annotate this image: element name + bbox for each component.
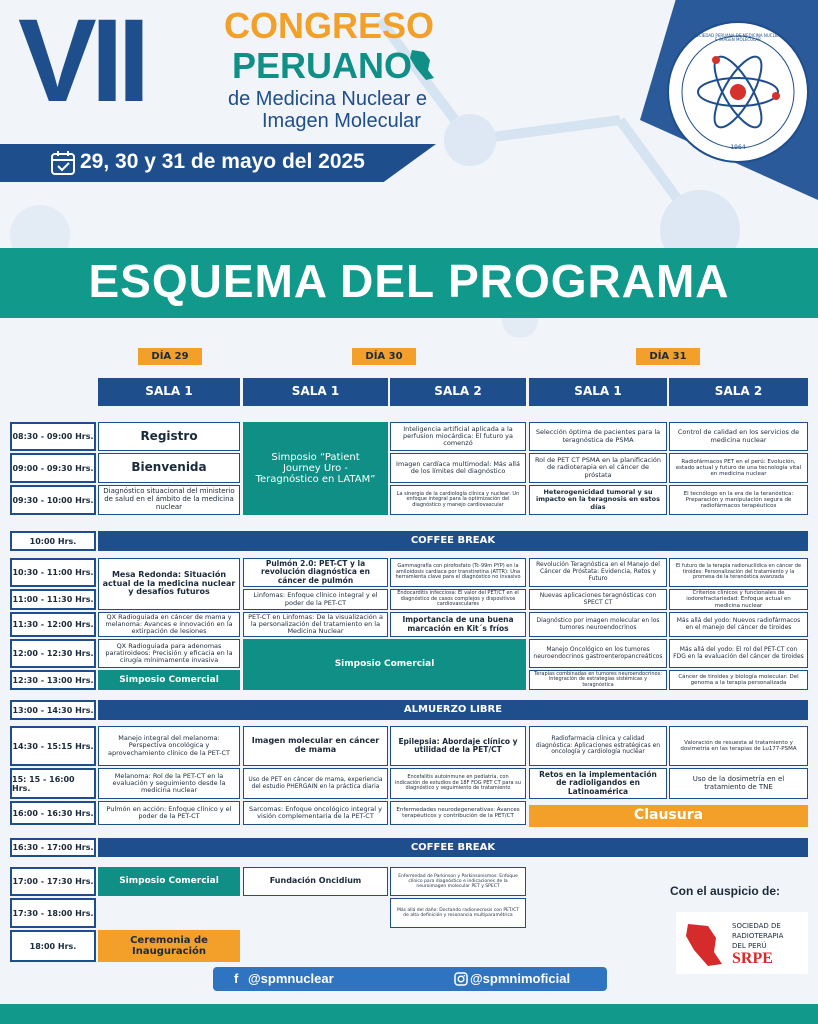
d30-s1-sarcomas: Sarcomas: Enfoque oncológico integral y visión complementaria de la PET-CT xyxy=(243,801,388,825)
d29-pulmon-accion: Pulmón en acción: Enfoque clínico y el poder de la PET-CT xyxy=(98,801,240,825)
d29-ceremonia: Ceremonia de Inauguración xyxy=(98,930,240,962)
d30-s1-simposio: Simposio “Patient Journey Uro - Teragnóstico en LATAM” xyxy=(243,422,388,515)
d30-s1-pulmon: Pulmón 2.0: PET-CT y la revolución diagnóstica en cáncer de pulmón xyxy=(243,558,388,587)
d29-melanoma-manejo: Manejo integral del melanoma: Perspectiva oncológica y aprovechamiento clínico de la PET-CT xyxy=(98,726,240,766)
d31-s1-manejo-oncologico: Manejo Oncológico en los tumores neuroendocrinos gastroenteropancreáticos xyxy=(529,639,667,668)
time-1700: 17:00 - 17:30 Hrs. xyxy=(10,867,96,896)
instagram-handle[interactable]: @spmnimoficial xyxy=(470,971,571,986)
time-1800: 18:00 Hrs. xyxy=(10,930,96,962)
time-1730: 17:30 - 18:00 Hrs. xyxy=(10,898,96,928)
time-1130: 11:30 - 12:00 Hrs. xyxy=(10,612,96,637)
program-title: ESQUEMA DEL PROGRAMA xyxy=(88,255,730,307)
d30-s1-imagen-mama: Imagen molecular en cáncer de mama xyxy=(243,726,388,766)
d31-s2-cancer-tiroides: Cáncer de tiroides y biología molecular: Del genoma a la terapia personalizada xyxy=(669,670,808,690)
d31-s1-rol-pet: Rol de PET CT PSMA en la planificación de radioterapia en el cáncer de próstata xyxy=(529,453,667,483)
sala-header-d30-s1: SALA 1 xyxy=(243,378,388,406)
d31-s1-seleccion: Selección óptima de pacientes para la teragnóstica de PSMA xyxy=(529,422,667,451)
d30-simposio-comercial: Simposio Comercial xyxy=(243,639,526,690)
facebook-icon: f xyxy=(234,971,239,986)
d30-s2-endocarditis: Endocarditis infecciosa: El valor del PET/CT en el diagnóstico de casos complejos y dispositivos cardiovasculares xyxy=(390,589,526,610)
d31-s2-tecnologo: El tecnólogo en la era de la teranóstica: Preparación y manipulación segura de radiofármacos terapéuticos xyxy=(669,485,808,515)
time-1200: 12:00 - 12:30 Hrs. xyxy=(10,639,96,668)
title-line2: Imagen Molecular xyxy=(262,110,421,132)
d29-simposio-comercial-2: Simposio Comercial xyxy=(98,867,240,896)
sala-header-d31-s1: SALA 1 xyxy=(529,378,667,406)
coffee-break-2: COFFEE BREAK xyxy=(98,838,808,857)
d31-s1-diagnostico-tne: Diagnóstico por imagen molecular en los tumores neuroendocrinos xyxy=(529,612,667,637)
time-0930: 09:30 - 10:00 Hrs. xyxy=(10,485,96,515)
d29-diagnostico: Diagnóstico situacional del ministerio de salud en el ámbito de la medicina nuclear xyxy=(98,485,240,515)
sala-header-d29-s1: SALA 1 xyxy=(98,378,240,406)
d30-s2-importancia: Importancia de una buena marcación en Kit´s fríos xyxy=(390,612,526,637)
srp-map-logo-icon xyxy=(682,920,726,968)
lunch-break: ALMUERZO LIBRE xyxy=(98,700,808,720)
d31-s1-nuevas: Nuevas aplicaciones teragnósticas con SPECT CT xyxy=(529,589,667,610)
d29-qx-paratiroides: QX Radioguiada para adenomas paratiroideos: Precisión y eficacia en la cirugía mínimamente invasiva xyxy=(98,639,240,668)
d30-s1-uso-pet: Uso de PET en cáncer de mama, experiencia del estudio PHERGAIN en la práctica diaria xyxy=(243,768,388,799)
sponsor-label: Con el auspicio de: xyxy=(670,884,781,898)
instagram-icon xyxy=(454,972,468,986)
time-1600: 16:00 - 16:30 Hrs. xyxy=(10,801,96,825)
d31-s2-criterios: Criterios clínicos y funcionales de iodorefractariedad: Enfoque actual en medicina nuclear xyxy=(669,589,808,610)
facebook-handle[interactable]: @spmnuclear xyxy=(248,971,334,986)
edition-roman-numeral: VII xyxy=(18,0,145,127)
calendar-icon xyxy=(50,150,76,176)
d30-s2-parkinson: Enfermedad de Parkinson y Parkinsonismos: Enfoque clínico para diagnóstico e indicaciones de la neuroimagen molecular PET y SPECT xyxy=(390,867,526,896)
d31-s2-yodo: Más allá del yodo: Nuevos radiofármacos en el manejo del cáncer de tiroides xyxy=(669,612,808,637)
d31-s1-revolucion: Revolución Teragnóstica en el Manejo del Cáncer de Próstata: Evidencia, Retos y Futuro xyxy=(529,558,667,587)
d30-s2-encefalitis: Encefalitis autoinmune en pediatría, con indicación de estudios de 18F FDG PET CT para su diagnóstico y seguimiento de tratamiento xyxy=(390,768,526,799)
d30-s1-pet-linfomas: PET-CT en Linfomas: De la visualización a la personalización del tratamiento en la Medicina Nuclear xyxy=(243,612,388,637)
sala-header-d30-s2: SALA 2 xyxy=(390,378,526,406)
d31-s2-radiofarmacos-pet: Radiofármacos PET en el perú: Evolución, estado actual y futuro de una tecnología vital en medicina nuclear xyxy=(669,453,808,483)
d31-s1-heterogenicidad: Heterogenicidad tumoral y su impacto en la teragnosis en estos días xyxy=(529,485,667,515)
d31-s1-retos: Retos en la implementación de radioligandos en Latinoamérica xyxy=(529,768,667,799)
seal-text: SOCIEDAD PERUANA DE MEDICINA NUCLEAR E IMAGEN MOLECULAR xyxy=(693,33,783,43)
d29-melanoma-rol: Melanoma: Rol de la PET-CT en la evaluación y seguimiento desde la medicina nuclear xyxy=(98,768,240,799)
day-30-tag: DÍA 30 xyxy=(352,348,416,365)
d31-s1-radiofarmacia: Radiofarmacia clínica y calidad diagnóstica: Aplicaciones estratégicas en oncología y cardiología nuclear xyxy=(529,726,667,766)
time-1430: 14:30 - 15:15 Hrs. xyxy=(10,726,96,766)
d29-mesa-redonda: Mesa Redonda: Situación actual de la medicina nuclear y desafíos futuros xyxy=(98,558,240,610)
time-1515: 15: 15 - 16:00 Hrs. xyxy=(10,768,96,799)
time-1000: 10:00 Hrs. xyxy=(10,531,96,551)
d31-s2-rol-pet-fdg: Más allá del yodo: El rol del PET-CT con FDG en la evaluación del cáncer de tiroides xyxy=(669,639,808,668)
d30-s2-imagen-cardiaca: Imagen cardíaca multimodal: Más allá de los límites del diagnóstico xyxy=(390,453,526,483)
day-29-tag: DÍA 29 xyxy=(138,348,202,365)
d30-s1-fundacion: Fundación Oncidium xyxy=(243,867,388,896)
d30-s2-neurodegenerativas: Enfermedades neurodegenerativas: Avances terapéuticos y contribución de la PET/CT xyxy=(390,801,526,825)
time-1300: 13:00 - 14:30 Hrs. xyxy=(10,700,96,720)
d31-s2-valoracion: Valoración de resuesta al tratamiento y dosimetría en las terapias de Lu177-PSMA xyxy=(669,726,808,766)
time-0830: 08:30 - 09:00 Hrs. xyxy=(10,422,96,451)
d30-s2-epilepsia: Epilepsia: Abordaje clínico y utilidad de la PET/CT xyxy=(390,726,526,766)
time-1630: 16:30 - 17:00 Hrs. xyxy=(10,838,96,857)
time-1100: 11:00 - 11:30 Hrs. xyxy=(10,589,96,610)
sponsor-srpe: SRPE xyxy=(732,950,773,967)
d30-s2-ia: Inteligencia artificial aplicada a la perfusion miocárdica: El futuro ya comenzó xyxy=(390,422,526,451)
title-congreso: CONGRESO xyxy=(224,5,435,46)
d29-registro: Registro xyxy=(98,422,240,451)
d29-qx-mama: QX Radioguiada en cáncer de mama y melanoma: Avances e innovación en la extirpación de lesiones xyxy=(98,612,240,637)
d29-bienvenida: Bienvenida xyxy=(98,453,240,483)
time-0900: 09:00 - 09:30 Hrs. xyxy=(10,453,96,483)
title-peruano: PERUANO xyxy=(232,45,413,86)
sponsor-line2: RADIOTERAPIA xyxy=(732,932,784,940)
d30-s2-radionecrosis: Más allá del daño: Doctando radionecrosis con PET/CT de alta definición y resonancia multiparamétrica xyxy=(390,898,526,928)
d31-clausura: Clausura xyxy=(529,805,808,827)
d31-s2-control: Control de calidad en los servicios de medicina nuclear xyxy=(669,422,808,451)
peru-map-icon xyxy=(408,48,436,82)
event-dates: 29, 30 y 31 de mayo del 2025 xyxy=(80,150,365,173)
time-1230: 12:30 - 13:00 Hrs. xyxy=(10,670,96,690)
d30-s2-gammagrafia: Gammagrafía con pirofosfato (Tc-99m PYP) en la amiloidosis cardiaca por transtiretina (ATTR): Una herramienta clave para el diagnóstico no invasivo xyxy=(390,558,526,587)
title-line1: de Medicina Nuclear e xyxy=(228,88,427,110)
time-1030: 10:30 - 11:00 Hrs. xyxy=(10,558,96,587)
sponsor-line1: SOCIEDAD DE xyxy=(732,922,781,930)
d31-s2-futuro-terapia: El futuro de la terapia radionuclídica en cáncer de tiroides: Personalización del tratamiento y la promesa de la teranóstica avanzada xyxy=(669,558,808,587)
sala-header-d31-s2: SALA 2 xyxy=(669,378,808,406)
sponsor-line3: DEL PERÚ xyxy=(732,942,767,950)
coffee-break-1: COFFEE BREAK xyxy=(98,531,808,551)
d31-s2-dosimetria: Uso de la dosimetría en el tratamiento de TNE xyxy=(669,768,808,799)
d30-s2-sinergia: La sinergia de la cardiología clínica y nuclear: Un enfoque integral para la optimización del diagnóstico y manejo cardiovascular xyxy=(390,485,526,515)
bottom-stripe xyxy=(0,1004,818,1024)
d30-s1-linfomas: Linfomas: Enfoque clínico integral y el poder de la PET-CT xyxy=(243,589,388,610)
d29-simposio-comercial: Simposio Comercial xyxy=(98,670,240,690)
day-31-tag: DÍA 31 xyxy=(636,348,700,365)
seal-year: 1964 xyxy=(730,144,746,151)
d31-s1-terapias: Terapias combinadas en tumores neuroendocrinos: integración de estrategias sistémicas y teragnóstica xyxy=(529,670,667,690)
